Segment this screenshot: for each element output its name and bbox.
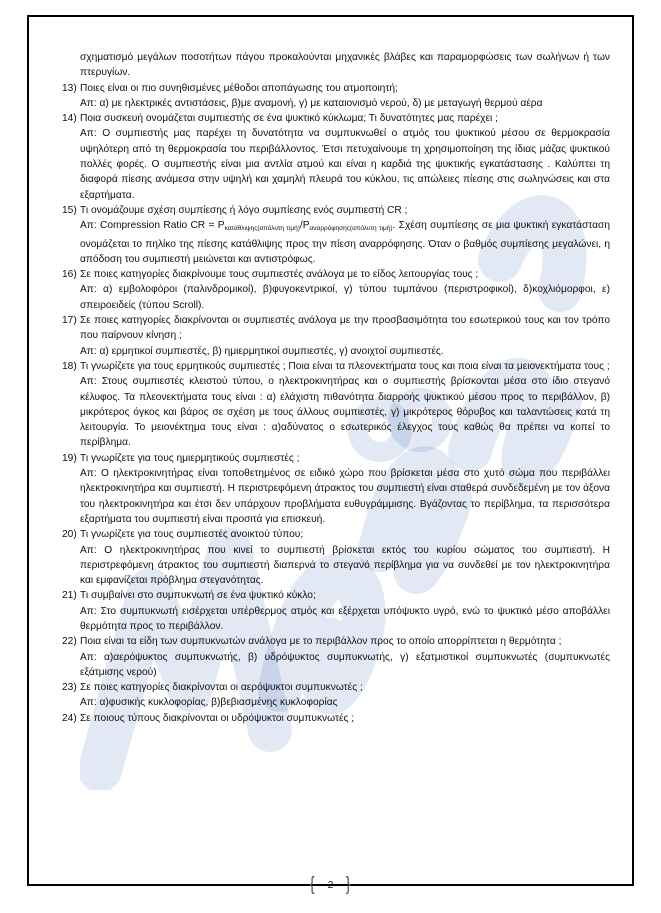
answer-text: Απ: Ο ηλεκτροκινητήρας είναι τοποθετημένος σε ειδικό χώρο που βρίσκεται μέσα στο χυτό σώμα που περιβάλλει ηλεκτροκινητήρα και συμπιεστή. Η περιστρεφόμενη άτρακτος του συμπιεστή είναι σταθερά συνδεδεμένη με τον άξονα του ηλεκτροκινητήρα και έτσι δεν υπάρχουν προβλήματα ευθυγράμμισης. Βγάζοντας το περίβλημα, τα περισσότερα εξαρτήματα του συμπιεστή είναι προσιτά για επισκευή.: [80, 468, 610, 525]
answer-text: Απ: Ο συμπιεστής μας παρέχει τη δυνατότητα να συμπυκνωθεί ο ατμός του ψυκτικού μέσου σε θερμοκρασία υψηλότερη από τη θερμοκρασία του περιβάλλοντος. Έτσι πετυχαίνουμε τη χρησιμοποίηση της ίδιας μάζας ψυκτικού πολλές φορές. Ο συμπιεστής είναι μια αντλία ατμού και είναι η καρδιά της ψυκτικής εγκατάστασης . Καλύπτει τη διαφορά πίεσης ανάμεσα στην υψηλή και χαμηλή πλευρά του κύκλου, τις απώλειες πίεσης στις σωληνώσεις και στα εξαρτήματα.: [80, 128, 610, 201]
page-number: 2: [327, 879, 334, 891]
question: [62, 634, 610, 649]
question: [62, 111, 610, 126]
question-text: Σε ποιους τύπους διακρίνονται οι υδρόψυκτοι συμπυκνωτές ;: [80, 712, 355, 724]
question-text: Τι γνωρίζετε για τους ερμητικούς συμπιεστές ; Ποια είναι τα πλεονεκτήματα τους και ποια είναι τα μειονεκτήματα τους ;: [80, 360, 610, 372]
question-number: 19): [62, 452, 77, 464]
answer-text: Απ: α) με ηλεκτρικές αντιστάσεις, β)με αναμονή, γ) με καταιονισμό νερού, δ) με μεταγωγή θερμού αέρα: [80, 97, 543, 109]
question: [62, 81, 610, 96]
document-body: [62, 50, 610, 726]
answer-text: Απ: α)φυσικής κυκλοφορίας, β)βεβιασμένης κυκλοφορίας: [80, 697, 338, 709]
question-text: Τι γνωρίζετε για τους ημιερμητικούς συμπιεστές ;: [80, 452, 300, 464]
question-number: 17): [62, 315, 77, 327]
question: [62, 451, 610, 466]
question-number: 15): [62, 204, 77, 216]
answer-rest: . Σχέση συμπίεσης σε μια ψυκτική εγκατάσταση ονομάζεται το πηλίκο της πίεσης κατάθλιψης προς την πίεση αναρρόφησης. Όταν ο βαθμός συμπίεσης μεγαλώνει, η απόδοση του συμπιεστή μειώνεται και αντιστρόφως.: [80, 220, 611, 265]
question: [62, 527, 610, 542]
page-number-box: [309, 876, 351, 894]
left-bracket-icon: {: [309, 874, 316, 895]
question-text: Τι ονομάζουμε σχέση συμπίεσης ή λόγο συμπίεσης ενός συμπιεστή CR ;: [80, 204, 408, 216]
question-number: 24): [62, 712, 77, 724]
question-text: Τι συμβαίνει στο συμπυκνωτή σε ένα ψυκτικό κύκλο;: [80, 590, 316, 602]
page-footer: [0, 876, 661, 895]
formula-prefix: Απ: Compression Ratio CR = P: [80, 220, 225, 232]
question-text: Ποια συσκευή ονομάζεται συμπιεστής σε ένα ψυκτικό κύκλωμα; Τι δυνατότητες μας παρέχει ;: [80, 113, 498, 125]
question-number: 21): [62, 590, 77, 602]
question-number: 22): [62, 636, 77, 648]
qa-list: [62, 81, 610, 726]
question-number: 20): [62, 529, 77, 541]
answer-text: Απ: Στο συμπυκνωτή εισέρχεται υπέρθερμος ατμός και εξέρχεται υπόψυκτο υγρό, ενώ το ψυκτικό μέσο αποβάλλει θερμότητα προς το περιβάλλον.: [80, 605, 610, 632]
question-text: Σε ποιες κατηγορίες διακρίνονται οι συμπιεστές ανάλογα με την προσβασιμότητα του εσωτερικού τους και τον τρόπο που παίρνουν κίνηση ;: [80, 315, 610, 342]
question: [62, 359, 610, 374]
question-text: Σε ποιες κατηγορίες διακρίνουμε τους συμπιεστές ανάλογα με το είδος λειτουργίας τους ;: [80, 269, 479, 281]
question: [62, 203, 610, 218]
question: [62, 680, 610, 695]
right-bracket-icon: }: [345, 874, 352, 895]
answer-text: Απ: α) εμβολοφόροι (παλινδρομικοί), β)φυγοκεντρικοί, γ) τύπου τυμπάνου (περιστροφικοί), δ)κοχλιόμορφοι, ε) σπειροειδείς (τύπου Scroll).: [80, 284, 610, 311]
question-number: 14): [62, 113, 77, 125]
formula-subscript-discharge: κατάθλιψης(απόλυτη τιμή): [224, 225, 300, 233]
formula-divider: /P: [299, 220, 310, 232]
answer-text: [80, 218, 610, 267]
question-text: Τι γνωρίζετε για τους συμπιεστές ανοικτού τύπου;: [80, 529, 304, 541]
answer-text: Απ: α)αερόψυκτος συμπυκνωτής, β) υδρόψυκτος συμπυκνωτής, γ) εξατμιστικοί συμπυκνωτές (συμπυκνωτές εξάτμισης νερού): [80, 651, 610, 678]
question: [62, 588, 610, 603]
question-number: 18): [62, 360, 77, 372]
question-text: Ποιες είναι οι πιο συνηθισμένες μέθοδοι αποπάγωσης του ατμοποιητή;: [80, 82, 398, 94]
formula-subscript-suction: αναρρόφησης(απόλυτη τιμή): [309, 225, 393, 233]
question-text: Ποια είναι τα είδη των συμπυκνωτών ανάλογα με το περιβάλλον προς το οποίο απορρίπτεται η θερμότητα ;: [80, 636, 562, 648]
question-number: 16): [62, 269, 77, 281]
intro-paragraph: σχηματισμό μεγάλων ποσοτήτων πάγου προκαλούνται μηχανικές βλάβες και παραμορφώσεις των σωλήνων ή των πτερυγίων.: [80, 52, 610, 79]
answer-text: Απ: Ο ηλεκτροκινητήρας που κινεί το συμπιεστή βρίσκεται εκτός του κυρίου σώματος του συμπιεστή. Η περιστρεφόμενη άτρακτος του συμπιεστή διαπερνά το στεγανό περίβλημα για να συνδεθεί με τον ηλεκτροκινητήρα και εμφανίζεται πρόβλημα στεγανότητας.: [80, 544, 610, 587]
question-number: 23): [62, 682, 77, 694]
question: [62, 267, 610, 282]
answer-text: Απ: Στους συμπιεστές κλειστού τύπου, ο ηλεκτροκινητήρας και ο συμπιεστής βρίσκονται μέσα στο ίδιο στεγανό κέλυφος. Τα πλεονεκτήματα τους είναι : α) ελάχιστη πιθανότητα διαρροής ψυκτικού μέσου προς το περιβάλλον, β) μικρότερος όγκος και βάρος σε σχέση με τους άλλους συμπιεστές, γ) μικρότερος θόρυβος και ταλαντώσεις κατά τη λειτουργία. Το μειονέκτημα τους είναι : α)αδύνατος ο εσωτερικός έλεγχος τους καθώς θα πρέπει να κοπεί το περίβλημα.: [80, 376, 610, 449]
answer-text: Απ: α) ερμητικοί συμπιεστές, β) ημιερμητικοί συμπιεστές, γ) ανοιχτοί συμπιεστές.: [80, 345, 444, 357]
question: [62, 313, 610, 344]
question-text: Σε ποιες κατηγορίες διακρίνονται οι αερόψυκτοι συμπυκνωτές ;: [80, 682, 363, 694]
question: [62, 711, 610, 726]
question-number: 13): [62, 82, 77, 94]
